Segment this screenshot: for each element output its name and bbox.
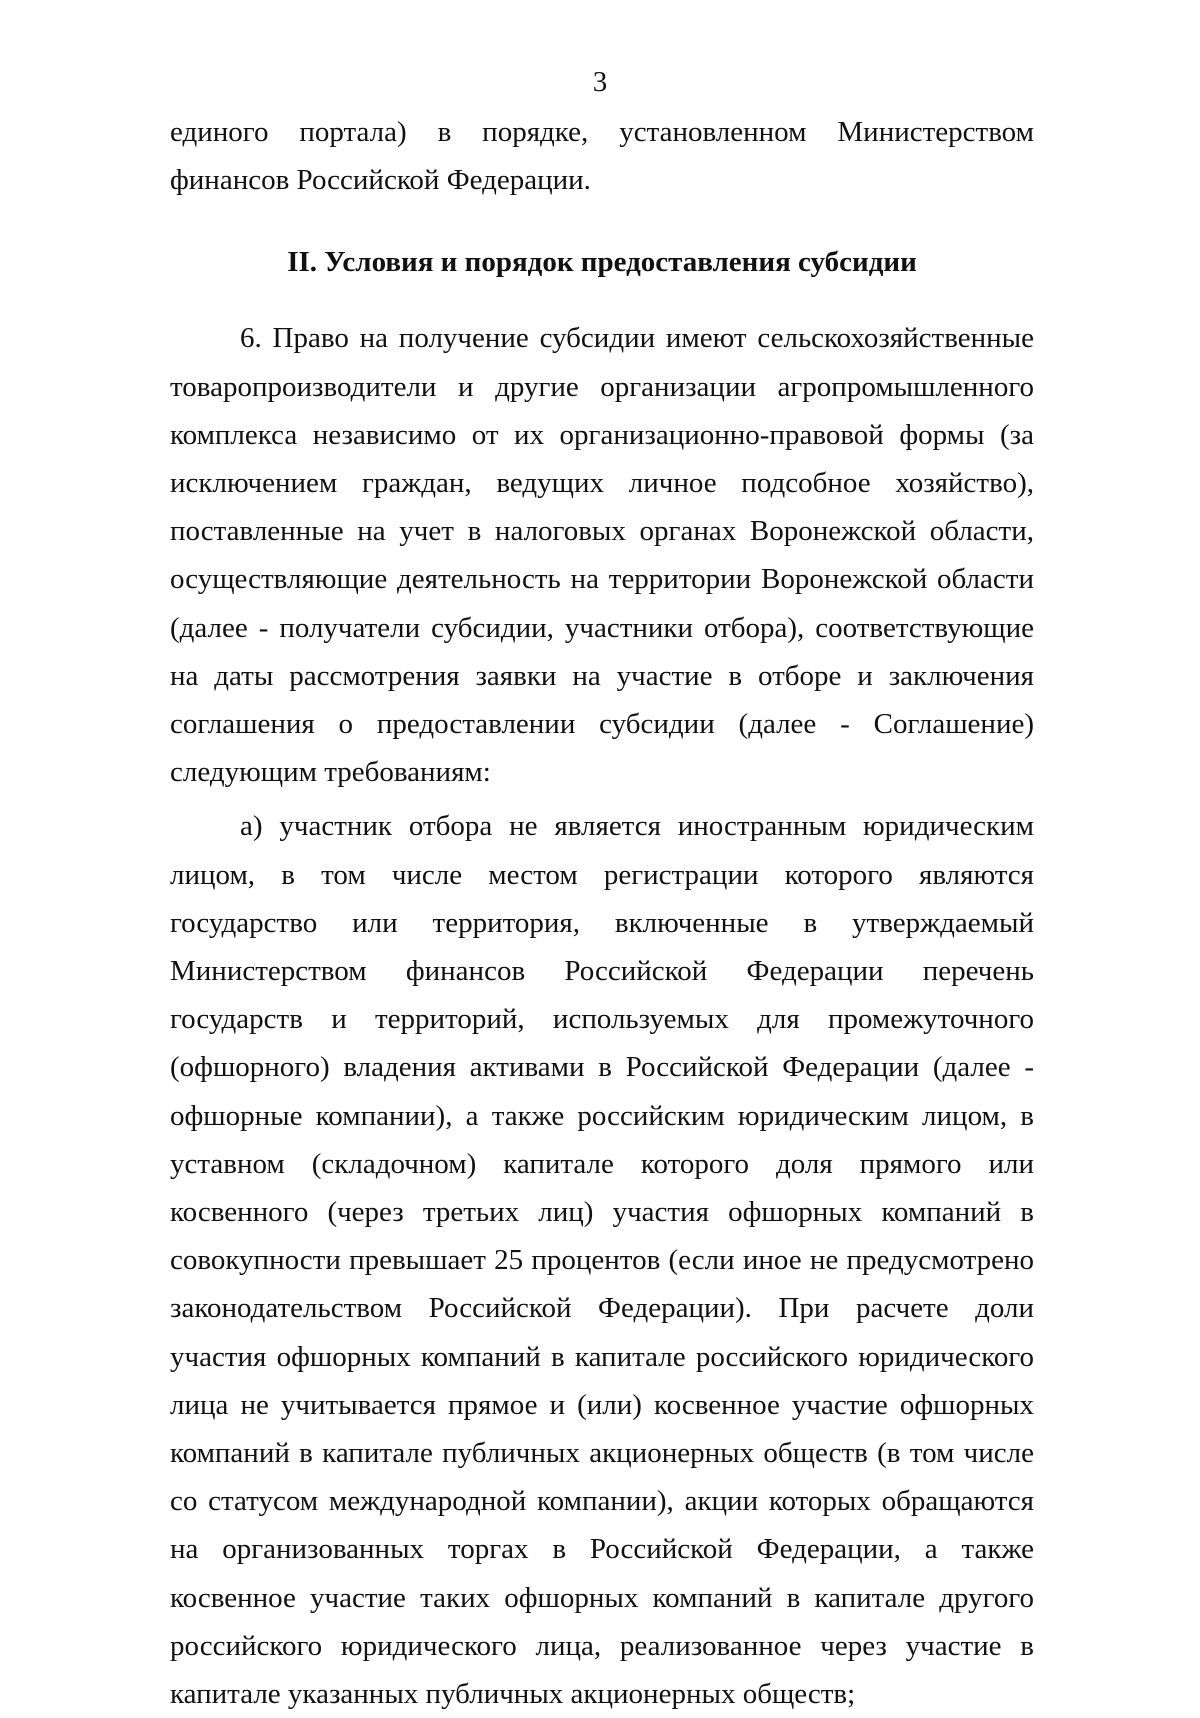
page-number: 3 [592,66,608,98]
paragraph-a: а) участник отбора не является иностранным юридическим лицом, в том числе местом регистрации которого являются государство или территория, включенные в утверждаемый Министерством финансов Российской Федерации перечень государств и территорий, используемых для промежуточного (офшорного) владения активами в Российской Федерации (далее - офшорные компании), а также российским юридическим лицом, в уставном (складочном) капитале которого доля прямого или косвенного (через третьих лиц) участия офшорных компаний в совокупности превышает 25 процентов (если иное не предусмотрено законодательством Российской Федерации). При расчете доли участия офшорных компаний в капитале российского юридического лица не учитывается прямое и (или) косвенное участие офшорных компаний в капитале публичных акционерных обществ (в том числе со статусом международной компании), акции которых обращаются на организованных торгах в Российской Федерации, а также косвенное участие таких офшорных компаний в капитале другого российского юридического лица, реализованное через участие в капитале указанных публичных акционерных обществ; [170,810,1034,1711]
document-body [170,108,1034,1718]
paragraph-6: 6. Право на получение субсидии имеют сельскохозяйственные товаропроизводители и другие организации агропромышленного комплекса независимо от их организационно-правовой формы (за исключением граждан, ведущих личное подсобное хозяйство), поставленные на учет в налоговых органах Воронежской области, осуществляющие деятельность на территории Воронежской области (далее - получатели субсидии, участники отбора), соответствующие на даты рассмотрения заявки на участие в отборе и заключения соглашения о предоставлении субсидии (далее - Соглашение) следующим требованиям: [170,322,1034,789]
intro-paragraph: единого портала) в порядке, установленном Министерством финансов Российской Федерации. [170,116,1034,197]
section-heading: II. Условия и порядок предоставления субсидии [287,246,917,279]
